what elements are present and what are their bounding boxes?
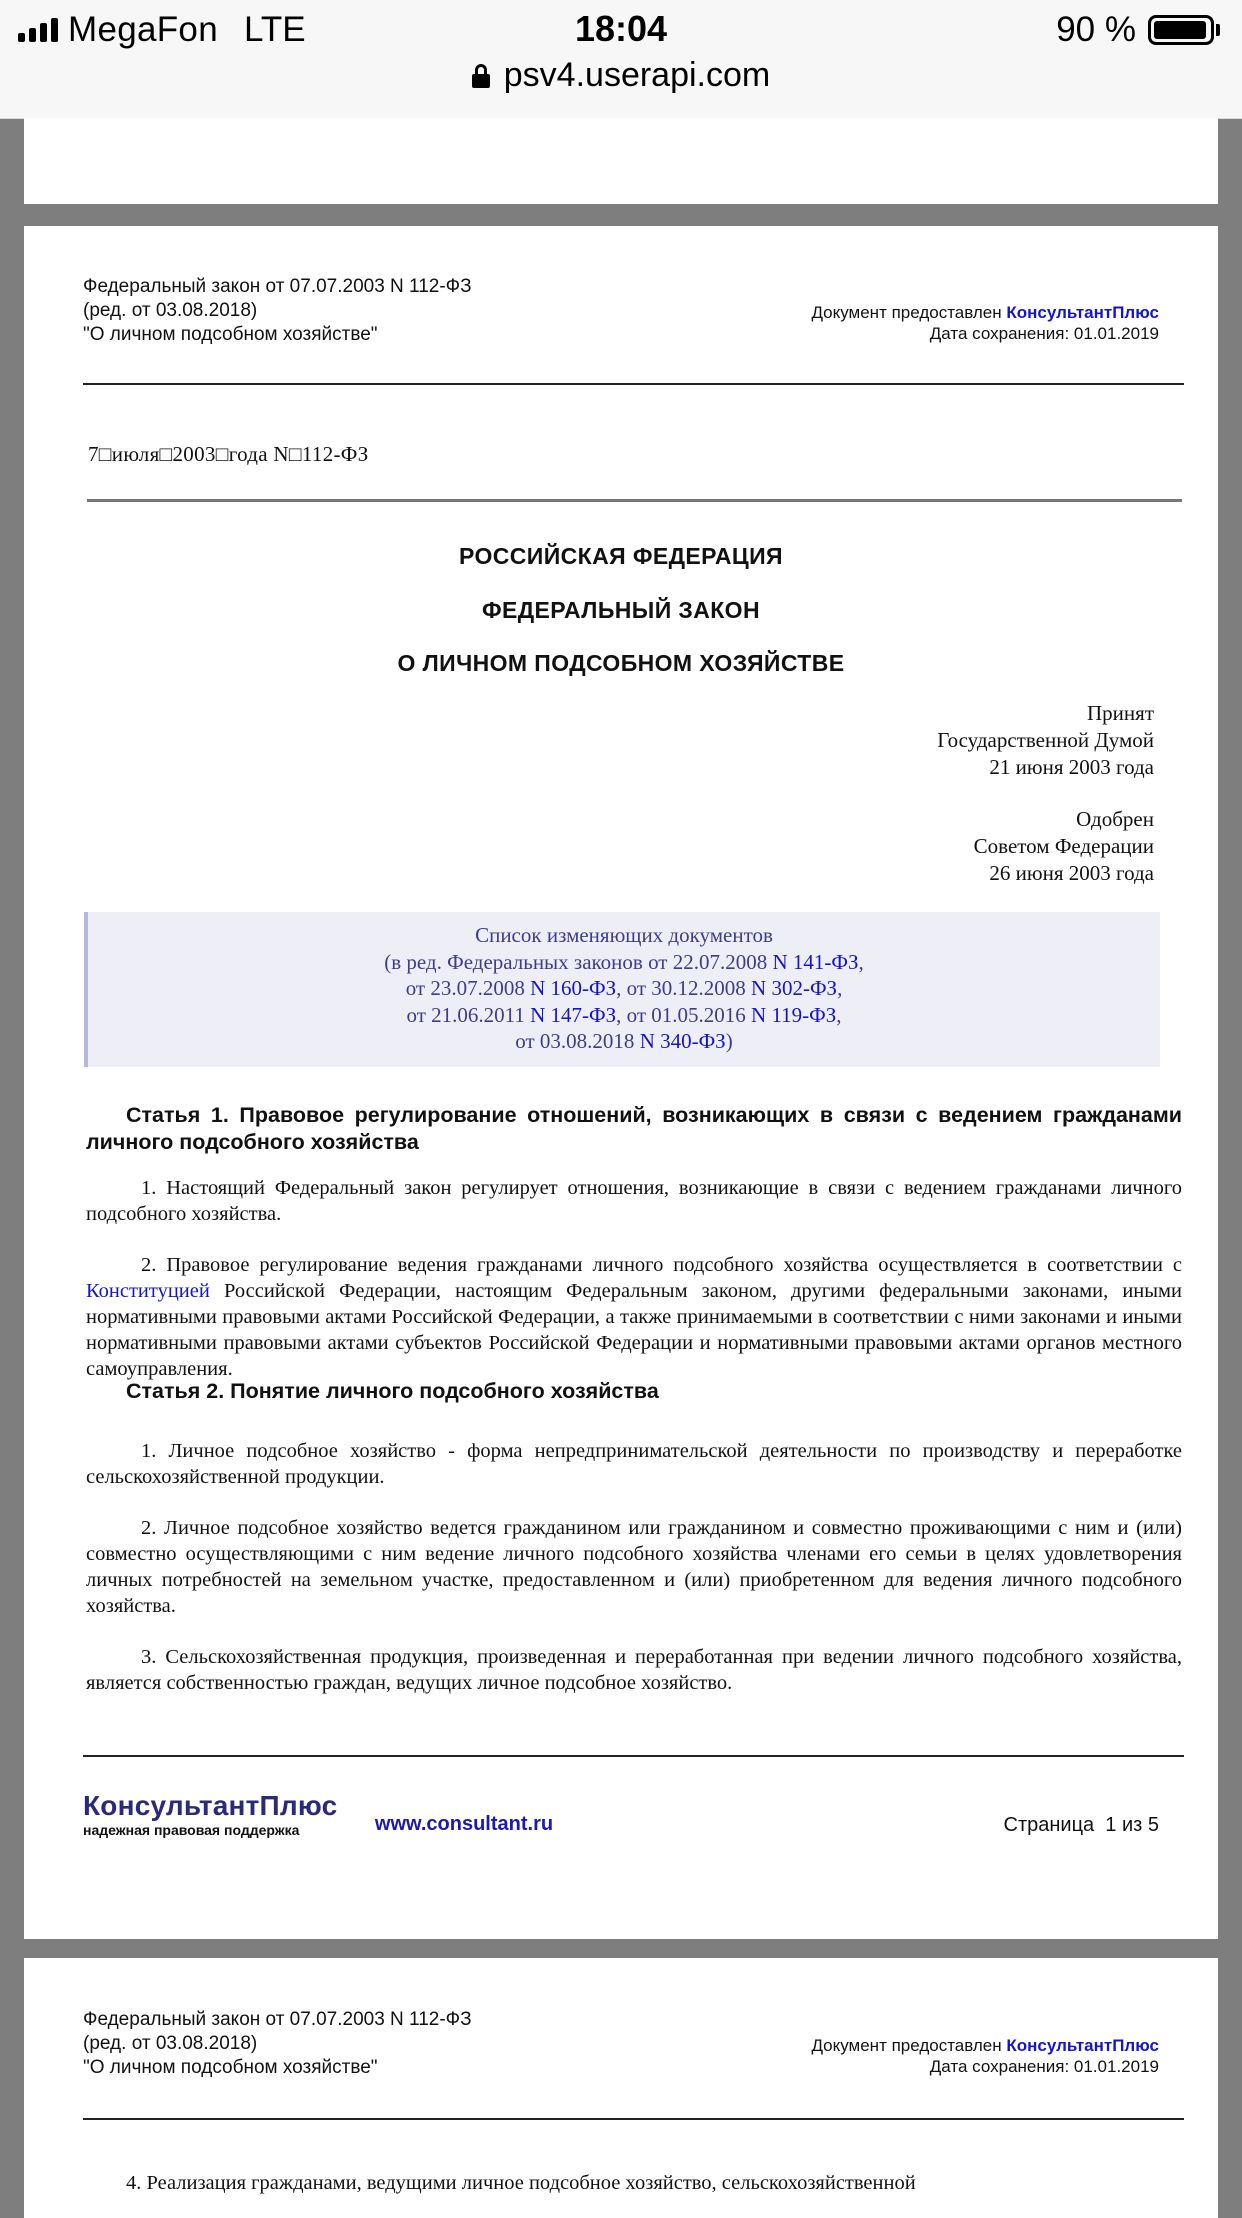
lock-icon — [472, 64, 490, 88]
article2-paragraph2: 2. Личное подсобное хозяйство ведется гражданином или гражданином и совместно проживающими с ним и (или) совместно осуществляющими с ним ведение личного подсобного хозяйства членами его семьи в целях удовлетворения личных потребностей на земельном участке, предоставленном и (или) приобретенном для ведения личного подсобного хозяйства. — [86, 1517, 1182, 1617]
header-brand-link[interactable]: КонсультантПлюс — [1006, 2036, 1159, 2055]
page-header-right — [811, 302, 1159, 344]
title-federal-law: ФЕДЕРАЛЬНЫЙ ЗАКОН — [482, 597, 760, 623]
changes-text: , — [836, 1002, 842, 1027]
footer-website-link[interactable]: www.consultant.ru — [374, 1813, 554, 1835]
changes-text: от 03.08.2018 — [515, 1029, 640, 1053]
article1-paragraph2 — [86, 1252, 1182, 1382]
constitution-link[interactable]: Конституцией — [86, 1280, 210, 1302]
changes-text: от 21.06.2011 — [406, 1002, 531, 1027]
page-info: 1 из 5 — [1105, 1814, 1159, 1836]
accepted-line: Государственной Думой — [937, 728, 1154, 752]
changes-text: , от 30.12.2008 — [616, 976, 752, 1000]
url-bar[interactable] — [0, 56, 1242, 95]
carrier-name: MegaFon — [68, 10, 218, 49]
next-document-page — [24, 1958, 1218, 2218]
header-provided-label: Документ предоставлен — [811, 303, 1007, 322]
header-provided-by — [811, 302, 1159, 323]
changes-text: , — [837, 976, 843, 1000]
header-law-name: "О личном подсобном хозяйстве" — [83, 324, 378, 345]
header-law-name: "О личном подсобном хозяйстве" — [83, 2057, 378, 2078]
accepted-line: Принят — [1087, 701, 1154, 725]
changes-text: от 23.07.2008 — [405, 976, 531, 1000]
changes-line — [88, 1028, 1160, 1055]
changes-text: (в ред. Федеральных законов от 22.07.2008 — [384, 949, 773, 974]
status-right — [1056, 10, 1220, 50]
header-law-title: Федеральный закон от 07.07.2003 N 112-ФЗ — [83, 2009, 472, 2030]
page-label: Страница — [1003, 1814, 1095, 1836]
battery-fill — [1154, 21, 1206, 39]
header-law-title: Федеральный закон от 07.07.2003 N 112-ФЗ — [83, 276, 472, 297]
changes-text: , от 01.05.2016 — [616, 1002, 752, 1027]
title-federation: РОССИЙСКАЯ ФЕДЕРАЦИЯ — [459, 543, 783, 569]
status-time: 18:04 — [574, 8, 668, 49]
accepted-block — [937, 700, 1154, 781]
header-law-edition: (ред. от 03.08.2018) — [83, 2033, 258, 2054]
law-link[interactable]: N 147-ФЗ — [530, 1002, 617, 1027]
approved-block — [974, 806, 1154, 887]
changes-text: , — [858, 949, 864, 974]
date-divider — [87, 499, 1182, 502]
footer-tagline: надежная правовая поддержка — [83, 1822, 300, 1838]
article2-title: Статья 2. Понятие личного подсобного хозяйства — [126, 1379, 659, 1403]
approved-line: Одобрен — [1076, 807, 1154, 831]
law-link[interactable]: N 340-ФЗ — [639, 1029, 726, 1053]
header-saved-date: Дата сохранения: 01.01.2019 — [929, 324, 1159, 343]
footer-page-number — [1004, 1814, 1159, 1837]
article1-title: Статья 1. Правовое регулирование отношений, возникающих в связи с ведением гражданами личного подсобного хозяйства — [86, 1103, 1182, 1154]
paragraph-text: Российской Федерации, настоящим Федеральным законом, другими федеральными законами, иными нормативными правовыми актами Российской Федерации, а также принимаемыми в соответствии с ними законами и иными нормативными правовыми актами субъектов Российской Федерации и нормативными правовыми актами органов местного самоуправления. — [86, 1280, 1182, 1380]
law-link[interactable]: N 302-ФЗ — [751, 976, 838, 1000]
document-page — [24, 226, 1218, 1939]
paragraph-text: 2. Правовое регулирование ведения гражданами личного подсобного хозяйства осуществляется в соответствии с — [141, 1254, 1182, 1276]
article2-paragraph1: 1. Личное подсобное хозяйство - форма непредпринимательской деятельности по производству и переработке сельскохозяйственной продукции. — [86, 1440, 1182, 1488]
changes-text: ) — [725, 1029, 733, 1053]
page-header-left — [83, 2008, 472, 2080]
page-header-left — [83, 275, 472, 347]
header-divider — [83, 2118, 1184, 2120]
battery-percent: 90 % — [1056, 10, 1136, 49]
header-provided-by — [811, 2035, 1159, 2056]
header-law-edition: (ред. от 03.08.2018) — [83, 300, 258, 321]
article1-paragraph1: 1. Настоящий Федеральный закон регулирует отношения, возникающие в связи с ведением гражданами личного подсобного хозяйства. — [86, 1177, 1182, 1225]
approved-line: 26 июня 2003 года — [989, 861, 1154, 885]
accepted-line: 21 июня 2003 года — [989, 755, 1154, 779]
article2-paragraph3: 3. Сельскохозяйственная продукция, произведенная и переработанная при ведении личного подсобного хозяйства, является собственностью граждан, ведущих личное подсобное хозяйство. — [86, 1646, 1182, 1694]
battery-tip — [1216, 24, 1220, 36]
changes-line — [88, 975, 1160, 1002]
footer-divider — [83, 1755, 1184, 1757]
approved-line: Советом Федерации — [973, 834, 1154, 858]
page-header-right — [811, 2035, 1159, 2077]
header-divider — [83, 383, 1184, 385]
changes-heading: Список изменяющих документов — [475, 923, 773, 947]
battery-icon — [1148, 15, 1214, 45]
footer-brand-logo: КонсультантПлюс — [83, 1790, 338, 1821]
law-link[interactable]: N 119-ФЗ — [751, 1002, 837, 1027]
url-text[interactable]: psv4.userapi.com — [503, 56, 771, 94]
changes-box — [84, 912, 1160, 1067]
header-provided-label: Документ предоставлен — [811, 2036, 1007, 2055]
law-link[interactable]: N 141-ФЗ — [772, 949, 859, 974]
law-link[interactable]: N 160-ФЗ — [530, 976, 617, 1000]
previous-page-bottom — [24, 118, 1218, 204]
header-saved-date: Дата сохранения: 01.01.2019 — [929, 2057, 1159, 2076]
changes-line — [88, 949, 1160, 976]
header-brand-link[interactable]: КонсультантПлюс — [1006, 303, 1159, 322]
title-law-name: О ЛИЧНОМ ПОДСОБНОМ ХОЗЯЙСТВЕ — [397, 650, 845, 676]
document-date-line: 7□июля□2003□года N□112-ФЗ — [88, 442, 369, 466]
article2-paragraph4-start: 4. Реализация гражданами, ведущими личное подсобное хозяйство, сельскохозяйственной — [126, 2172, 916, 2194]
browser-top-bar — [0, 0, 1242, 119]
changes-line — [88, 1002, 1160, 1029]
network-type: LTE — [243, 10, 306, 49]
